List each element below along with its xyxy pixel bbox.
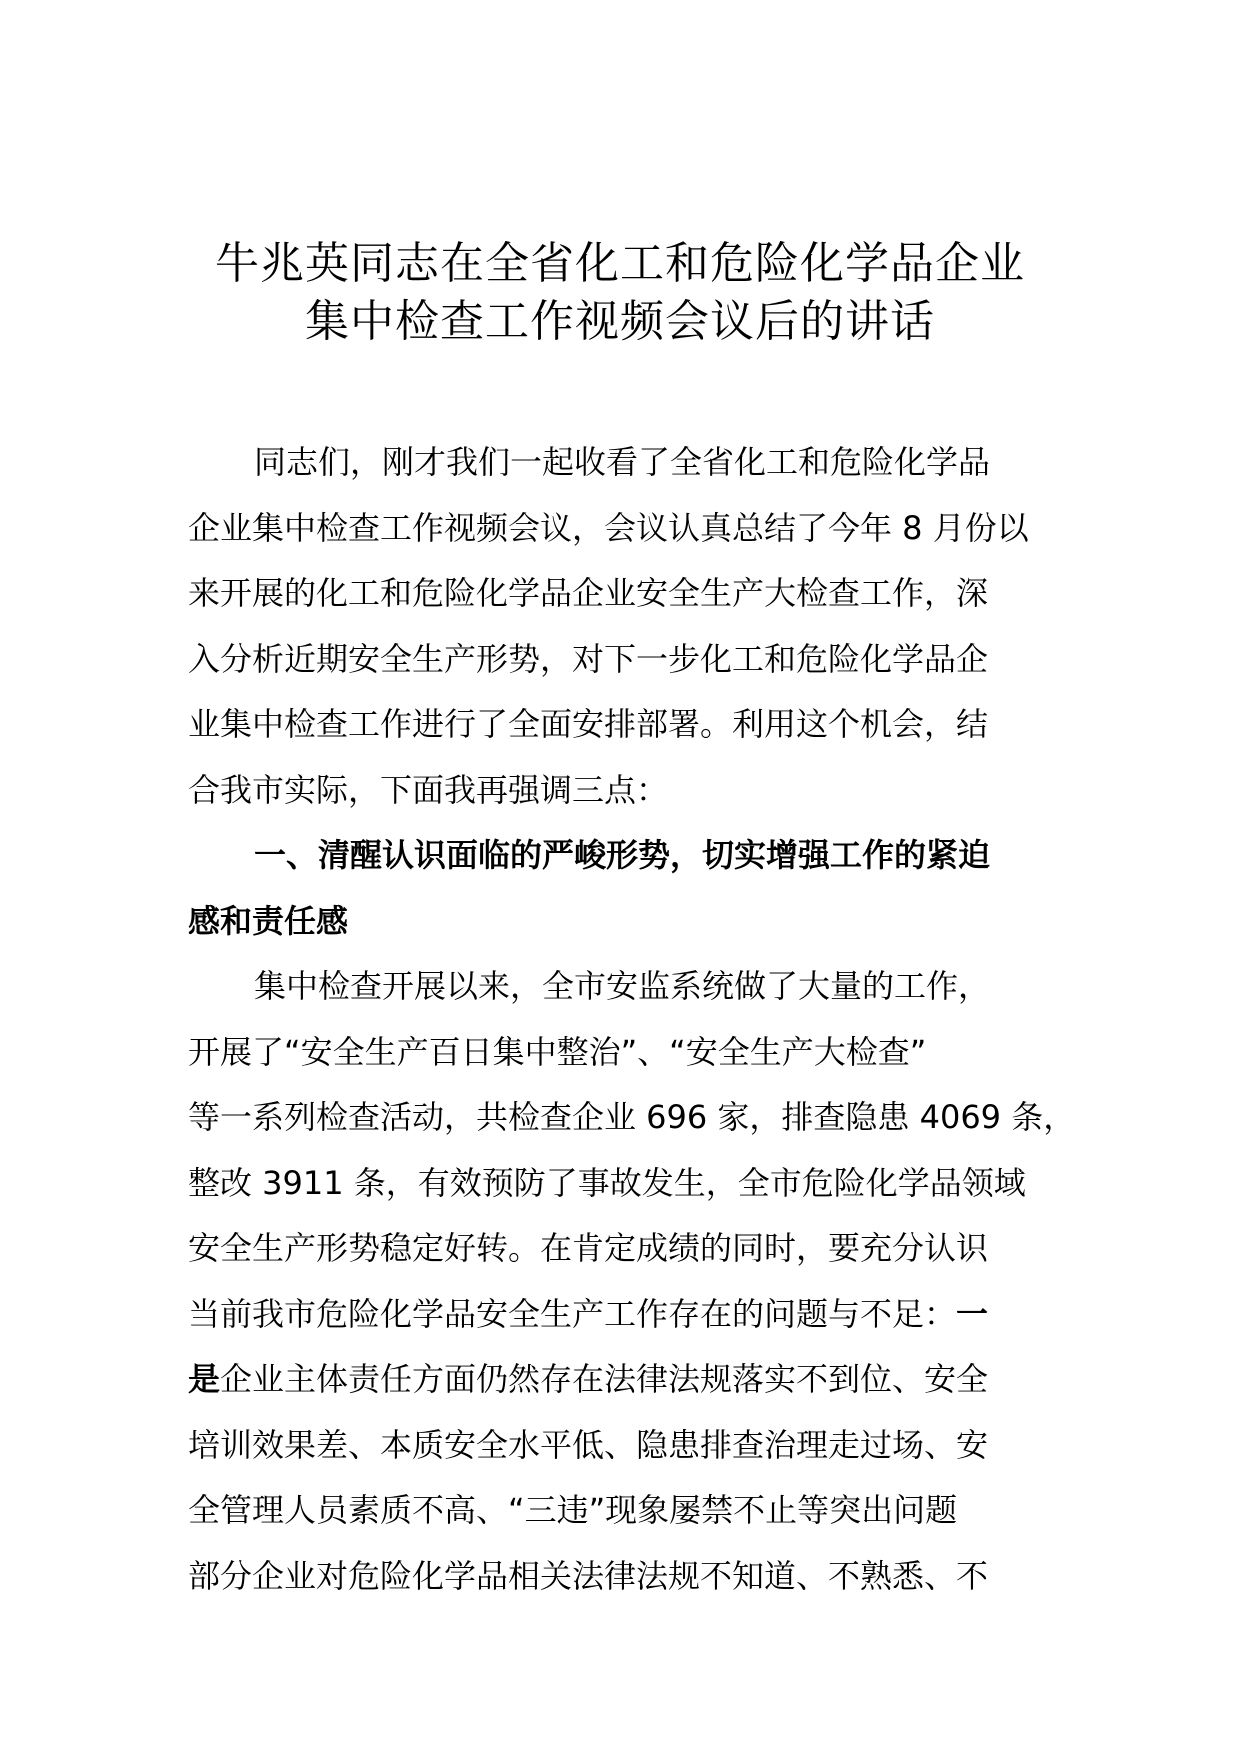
body-text: 当前我市危险化学品安全生产工作存在的问题与不足：	[188, 1294, 957, 1333]
body-line: 整改 3911 条，有效预防了事故发生，全市危险化学品领域	[188, 1163, 1026, 1202]
body-line: 部分企业对危险化学品相关法律法规不知道、不熟悉、不	[188, 1556, 989, 1595]
section-heading-line: 一、清醒认识面临的严峻形势，切实增强工作的紧迫	[254, 836, 991, 874]
body-text: 企业主体责任方面仍然存在法律法规落实不到位、安全	[220, 1360, 989, 1398]
body-line: 来开展的化工和危险化学品企业安全生产大检查工作，深	[188, 574, 989, 612]
body-line: 业集中检查工作进行了全面安排部署。利用这个机会，结	[188, 705, 989, 743]
body-line	[188, 1282, 1068, 1348]
body-line: 合我市实际，下面我再强调三点：	[188, 770, 669, 809]
body-line: 集中检查开展以来，全市安监系统做了大量的工作，	[254, 967, 991, 1005]
body-line: 同志们，刚才我们一起收看了全省化工和危险化学品	[254, 443, 991, 481]
body-line: 培训效果差、本质安全水平低、隐患排查治理走过场、安	[188, 1425, 989, 1464]
document-body	[188, 430, 1076, 1609]
emphasis-text: 是	[188, 1360, 221, 1398]
body-line	[188, 1347, 1068, 1413]
emphasis-text: 一	[956, 1294, 989, 1333]
document-title	[150, 235, 1090, 351]
body-line: 开展了“安全生产百日集中整治”、“安全生产大检查”	[188, 1032, 927, 1071]
body-line: 等一系列检查活动，共检查企业 696 家，排查隐患 4069 条，	[188, 1098, 1076, 1136]
body-line: 企业集中检查工作视频会议，会议认真总结了今年 8 月份以	[188, 508, 1029, 547]
body-line: 全管理人员素质不高、“三违”现象屡禁不止等突出问题	[188, 1491, 958, 1529]
title-line-2: 集中检查工作视频会议后的讲话	[305, 296, 935, 347]
section-heading-line: 感和责任感	[188, 901, 349, 940]
body-line: 安全生产形势稳定好转。在肯定成绩的同时，要充分认识	[188, 1229, 989, 1267]
body-line: 入分析近期安全生产形势，对下一步化工和危险化学品企	[188, 639, 989, 678]
title-line-1: 牛兆英同志在全省化工和危险化学品企业	[215, 238, 1025, 289]
